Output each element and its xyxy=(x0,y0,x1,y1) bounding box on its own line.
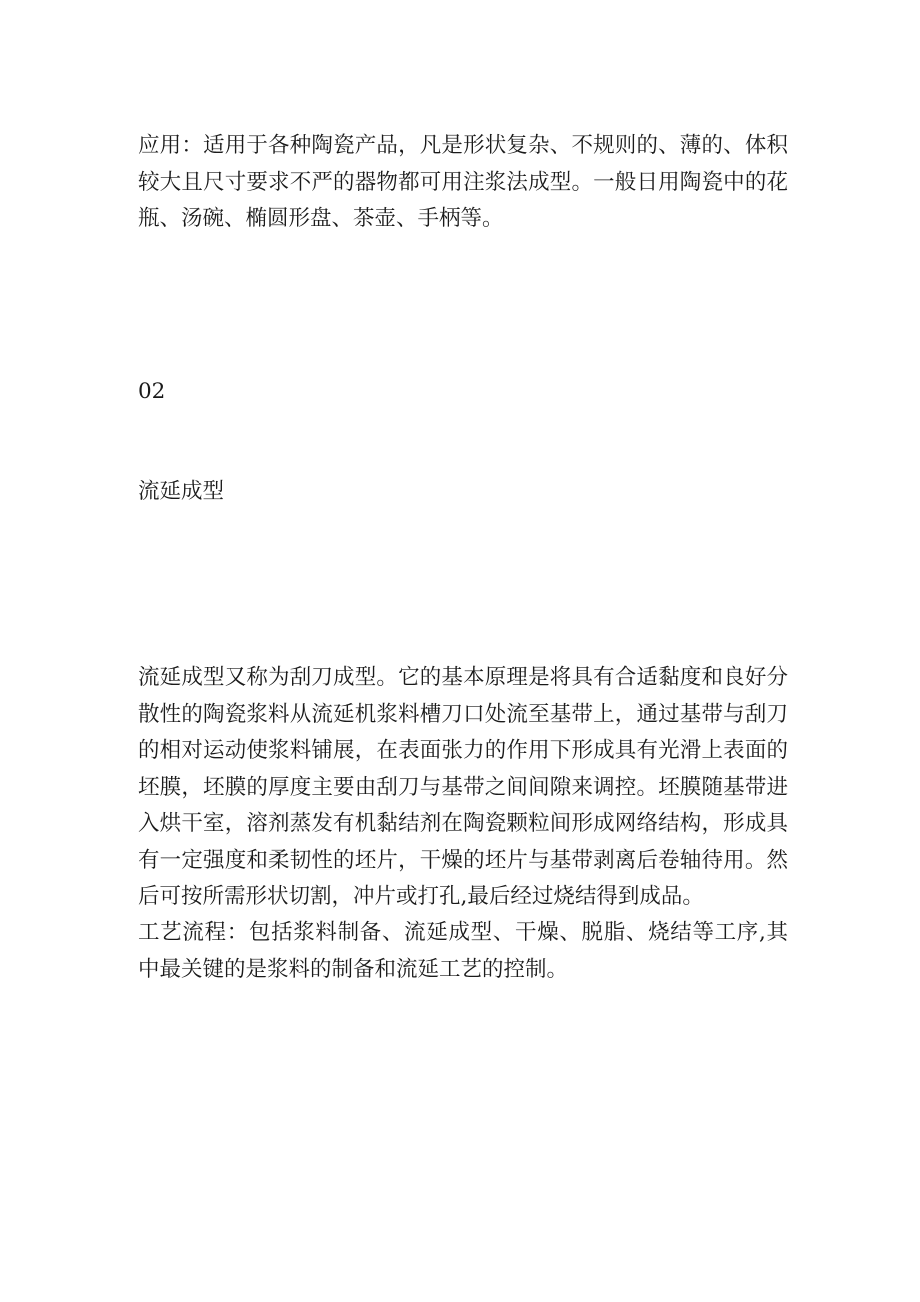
paragraph-line: 中最关键的是浆料的制备和流延工艺的控制。 xyxy=(138,956,569,982)
section-number: 02 xyxy=(138,379,166,404)
casting-paragraph xyxy=(138,660,788,916)
section-title: 流延成型 xyxy=(138,479,225,504)
paragraph-line: 流延成型又称为刮刀成型。它的基本原理是将具有合适黏度和良好分 xyxy=(138,665,788,690)
paragraph-line: 瓶、汤碗、椭圆形盘、茶壶、手柄等。 xyxy=(138,206,504,231)
paragraph-line: 后可按所需形状切割，冲片或打孔,最后经过烧结得到成品。 xyxy=(138,884,704,909)
paragraph-line: 入烘干室，溶剂蒸发有机黏结剂在陶瓷颗粒间形成网络结构，形成具 xyxy=(138,811,788,836)
paragraph-line: 有一定强度和柔韧性的坯片，干燥的坯片与基带剥离后卷轴待用。然 xyxy=(138,847,788,873)
paragraph-line: 较大且尺寸要求不严的器物都可用注浆法成型。一般日用陶瓷中的花 xyxy=(138,169,788,195)
paragraph-line: 应用：适用于各种陶瓷产品，凡是形状复杂、不规则的、薄的、体积 xyxy=(138,133,788,158)
paragraph-line: 散性的陶瓷浆料从流延机浆料槽刀口处流至基带上，通过基带与刮刀 xyxy=(138,701,788,727)
application-paragraph xyxy=(138,128,788,238)
paragraph-line: 工艺流程：包括浆料制备、流延成型、干燥、脱脂、烧结等工序,其 xyxy=(138,920,788,945)
process-paragraph xyxy=(138,915,788,988)
paragraph-line: 坯膜，坯膜的厚度主要由刮刀与基带之间间隙来调控。坯膜随基带进 xyxy=(138,774,788,800)
paragraph-line: 的相对运动使浆料铺展，在表面张力的作用下形成具有光滑上表面的 xyxy=(138,738,788,763)
